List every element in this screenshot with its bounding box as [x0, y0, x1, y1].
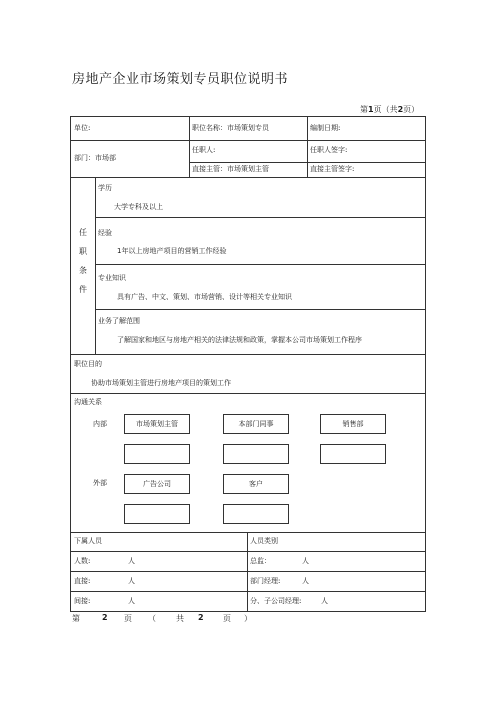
external-label: 外部	[93, 479, 107, 487]
internal-contact-box[interactable]: 本部门同事	[223, 414, 289, 434]
page-prefix: 第	[360, 105, 368, 114]
side-label-char: 条	[79, 266, 87, 275]
direct-label: 直接:	[74, 577, 91, 585]
experience-heading: 经验	[98, 229, 112, 237]
internal-label: 内部	[93, 420, 107, 428]
internal-contact-box[interactable]	[223, 444, 289, 464]
purpose-heading: 职位目的	[74, 360, 102, 368]
row-divider	[71, 551, 425, 552]
incumbent-sign-field[interactable]: 任职人签字:	[310, 146, 348, 154]
unit-field[interactable]: 单位:	[74, 124, 91, 132]
footer-gong: 共	[176, 614, 184, 623]
row-divider	[71, 393, 425, 394]
footer-prefix: 第	[72, 614, 80, 623]
staff-category-heading: 人员类别	[250, 537, 278, 545]
footer-ye2: 页	[223, 614, 231, 623]
indirect-unit[interactable]: 人	[128, 597, 135, 605]
position-name-field: 职位名称：市场策划专员	[192, 124, 269, 132]
row-divider	[71, 571, 425, 572]
row-divider	[71, 140, 425, 141]
row-divider	[95, 264, 425, 265]
education-heading: 学历	[98, 184, 112, 192]
scope-content: 了解国家和地区与房地产相关的法律法规和政策，掌握本公司市场策划工作程序	[117, 336, 362, 344]
branch-manager-label: 分、子公司经理:	[250, 597, 302, 605]
external-contact-box[interactable]	[223, 504, 289, 524]
side-label-char: 件	[79, 285, 87, 294]
knowledge-content: 具有广告、中文、策划、市场营销、设计等相关专业知识	[117, 293, 292, 301]
incumbent-field[interactable]: 任职人:	[192, 146, 216, 154]
department-field: 部门：市场部	[74, 154, 116, 162]
supervisor-field: 直接主管：市场策划主管	[192, 165, 269, 173]
indirect-label: 间接:	[74, 597, 91, 605]
director-label: 总监：	[250, 557, 271, 565]
education-content: 大学专科及以上	[114, 203, 163, 211]
external-contact-box[interactable]: 客户	[223, 474, 289, 494]
scope-heading: 业务了解范围	[98, 317, 140, 325]
page-middle: 页（共	[373, 105, 398, 114]
internal-contact-box[interactable]	[124, 444, 190, 464]
side-label-char: 任	[79, 228, 87, 237]
row-divider	[71, 532, 425, 533]
dept-manager-unit[interactable]: 人	[302, 577, 309, 585]
row-divider	[95, 309, 425, 310]
col-divider	[189, 117, 190, 177]
page-current: 1	[368, 105, 374, 114]
job-description-form	[70, 116, 426, 612]
director-unit[interactable]: 人	[302, 557, 309, 565]
date-field[interactable]: 编制日期:	[310, 124, 341, 132]
internal-contact-box[interactable]	[320, 444, 386, 464]
subordinates-heading: 下属人员	[74, 537, 102, 545]
headcount-label: 人数:	[74, 557, 91, 565]
experience-content: 1年以上房地产项目的营销工作经验	[117, 247, 227, 255]
footer-paren-open: （	[148, 614, 156, 623]
footer-page: 2	[102, 613, 108, 622]
internal-contact-box[interactable]: 市场策划主管	[124, 414, 190, 434]
headcount-unit[interactable]: 人	[128, 557, 135, 565]
branch-manager-unit[interactable]: 人	[321, 597, 328, 605]
dept-manager-label: 部门经理:	[250, 577, 281, 585]
external-contact-box[interactable]: 广告公司	[124, 474, 190, 494]
row-divider	[71, 177, 425, 178]
row-divider	[71, 591, 425, 592]
row-divider	[95, 217, 425, 218]
side-label-char: 职	[79, 247, 87, 256]
purpose-content: 协助市场策划主管进行房地产项目的策划工作	[91, 379, 231, 387]
internal-contact-box[interactable]: 销售部	[320, 414, 386, 434]
communication-heading: 沟通关系	[74, 398, 102, 406]
row-divider	[71, 354, 425, 355]
col-divider	[95, 177, 96, 354]
external-contact-box[interactable]	[124, 504, 190, 524]
footer-paren-close: ）	[244, 614, 252, 623]
knowledge-heading: 专业知识	[98, 274, 126, 282]
supervisor-sign-field[interactable]: 直接主管签字:	[310, 165, 355, 173]
col-divider	[307, 117, 308, 177]
document-title: 房地产企业市场策划专员职位说明书	[72, 72, 289, 87]
page-suffix: 页）	[403, 105, 420, 114]
page-number-header	[360, 104, 419, 115]
footer-total: 2	[198, 613, 204, 622]
page-total: 2	[397, 105, 404, 114]
footer-ye: 页	[124, 614, 132, 623]
direct-unit[interactable]: 人	[128, 577, 135, 585]
